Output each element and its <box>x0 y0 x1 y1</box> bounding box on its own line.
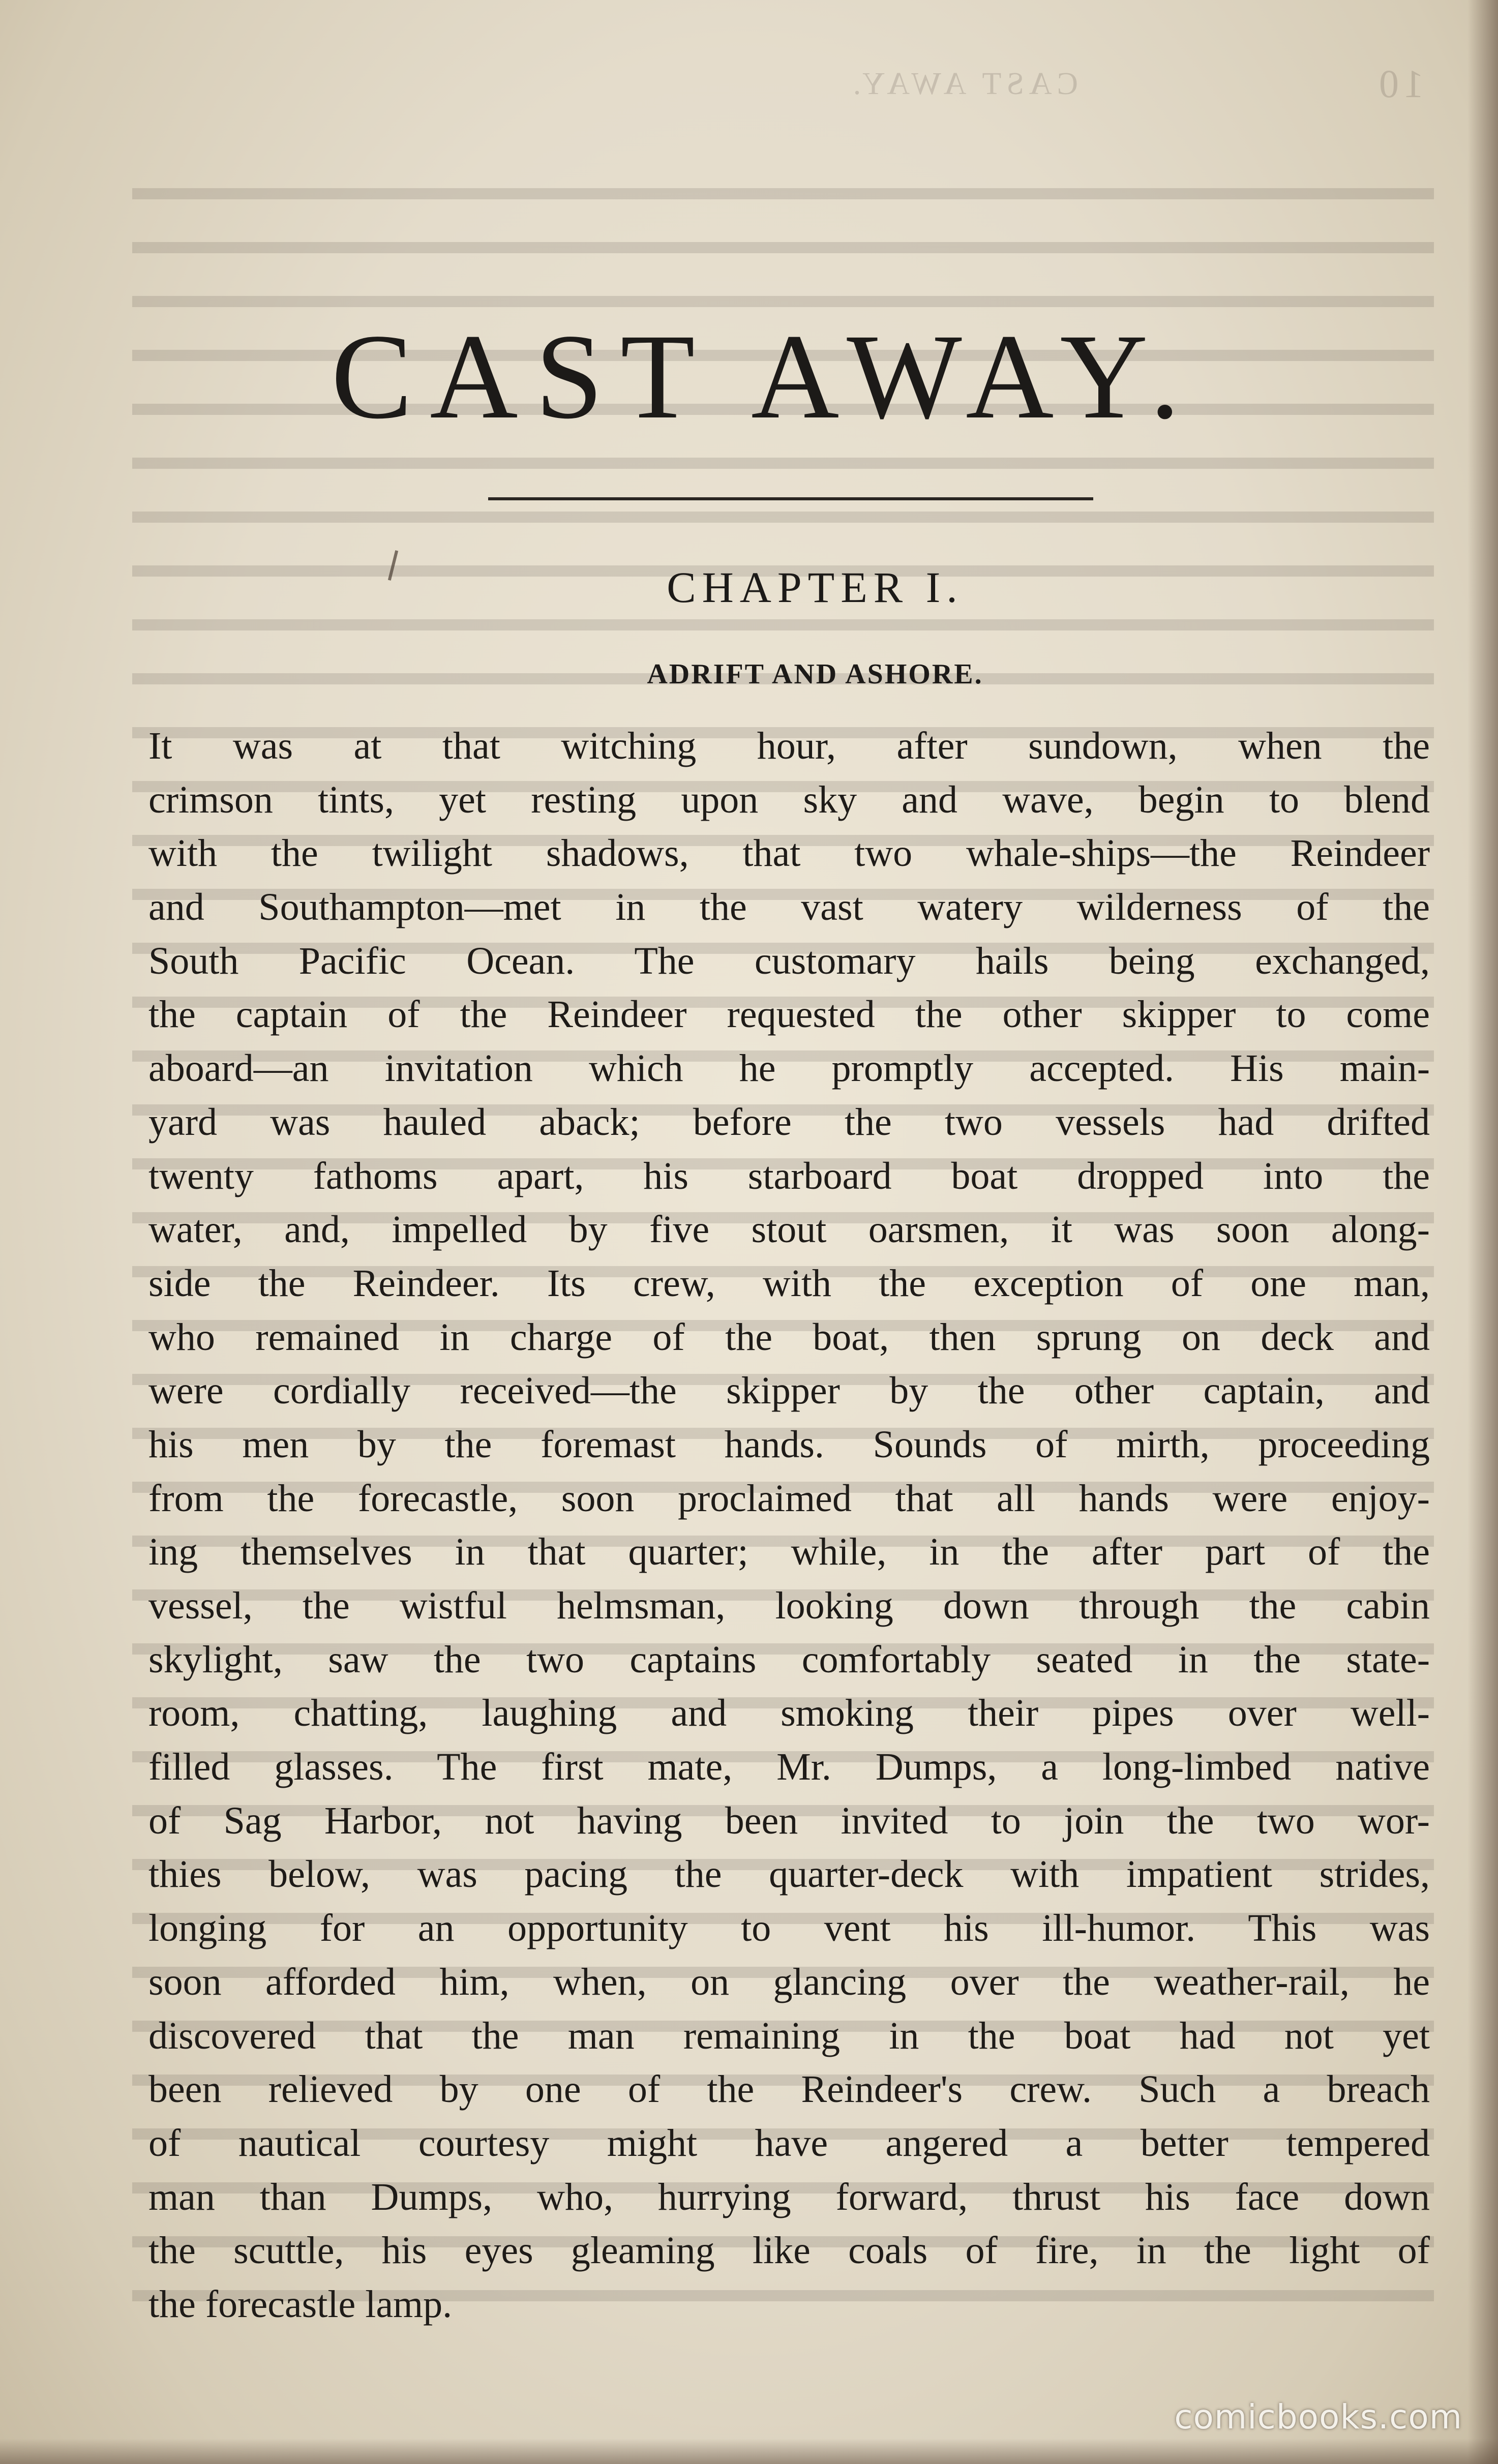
body-line: filled glasses. The first mate, Mr. Dumps, a long-limbed native <box>148 1746 1430 1789</box>
body-line: water, and, impelled by five stout oarsmen, it was soon along- <box>148 1208 1430 1251</box>
body-line: yard was hauled aback; before the two vessels had drifted <box>148 1100 1430 1144</box>
body-line: the forecastle lamp. <box>148 2282 453 2326</box>
body-line: of nautical courtesy might have angered a better tempered <box>148 2121 1430 2165</box>
body-line: longing for an opportunity to vent his ill-humor. This was <box>148 1907 1430 1950</box>
book-title: CAST AWAY. <box>331 309 1197 444</box>
body-line: South Pacific Ocean. The customary hails being exchanged, <box>148 939 1430 982</box>
bleed-through-header <box>661 61 1424 112</box>
body-line: from the forecastle, soon proclaimed that all hands were enjoy- <box>148 1477 1430 1520</box>
body-line: skylight, saw the two captains comfortably seated in the state- <box>148 1638 1430 1681</box>
bleed-through-page-number: 10 <box>1374 62 1424 106</box>
title-divider <box>488 497 1093 500</box>
body-line: ing themselves in that quarter; while, in the after part of the <box>148 1530 1430 1574</box>
body-line: who remained in charge of the boat, then sprung on deck and <box>148 1315 1430 1359</box>
body-line: crimson tints, yet resting upon sky and wave, begin to blend <box>148 778 1430 821</box>
body-line: aboard—an invitation which he promptly accepted. His main- <box>148 1047 1430 1090</box>
body-line: been relieved by one of the Reindeer's crew. Such a breach <box>148 2068 1430 2111</box>
body-line: twenty fathoms apart, his starboard boat dropped into the <box>148 1154 1430 1197</box>
site-watermark: comicbooks.com <box>1174 2397 1462 2437</box>
body-line: of Sag Harbor, not having been invited to join the two wor- <box>148 1799 1430 1842</box>
body-line: with the twilight shadows, that two whale-ships—the Reindeer <box>148 832 1430 875</box>
body-line: his men by the foremast hands. Sounds of mirth, proceeding <box>148 1423 1430 1466</box>
body-line: and Southampton—met in the vast watery wilderness of the <box>148 886 1430 929</box>
chapter-heading: CHAPTER I. <box>667 563 964 612</box>
body-line: man than Dumps, who, hurrying forward, thrust his face down <box>148 2175 1430 2218</box>
body-line: the captain of the Reindeer requested the other skipper to come <box>148 993 1430 1036</box>
chapter-subtitle: ADRIFT AND ASHORE. <box>647 658 983 690</box>
body-line: discovered that the man remaining in the boat had not yet <box>148 2014 1430 2057</box>
body-text <box>148 719 1430 2332</box>
body-line: soon afforded him, when, on glancing over the weather-rail, he <box>148 1960 1430 2003</box>
body-line: the scuttle, his eyes gleaming like coals of fire, in the light of <box>148 2229 1430 2272</box>
body-line: were cordially received—the skipper by the other captain, and <box>148 1369 1430 1413</box>
body-line: thies below, was pacing the quarter-deck with impatient strides, <box>148 1853 1430 1896</box>
body-line: It was at that witching hour, after sundown, when the <box>148 725 1430 767</box>
page-bottom-shadow <box>0 2439 1498 2464</box>
page-edge-shadow <box>1467 0 1498 2464</box>
body-line: room, chatting, laughing and smoking their pipes over well- <box>148 1692 1430 1735</box>
body-line: side the Reindeer. Its crew, with the exception of one man, <box>148 1261 1430 1305</box>
body-line: vessel, the wistful helmsman, looking down through the cabin <box>148 1584 1430 1627</box>
bleed-through-running-head: CAST AWAY. <box>848 67 1078 101</box>
